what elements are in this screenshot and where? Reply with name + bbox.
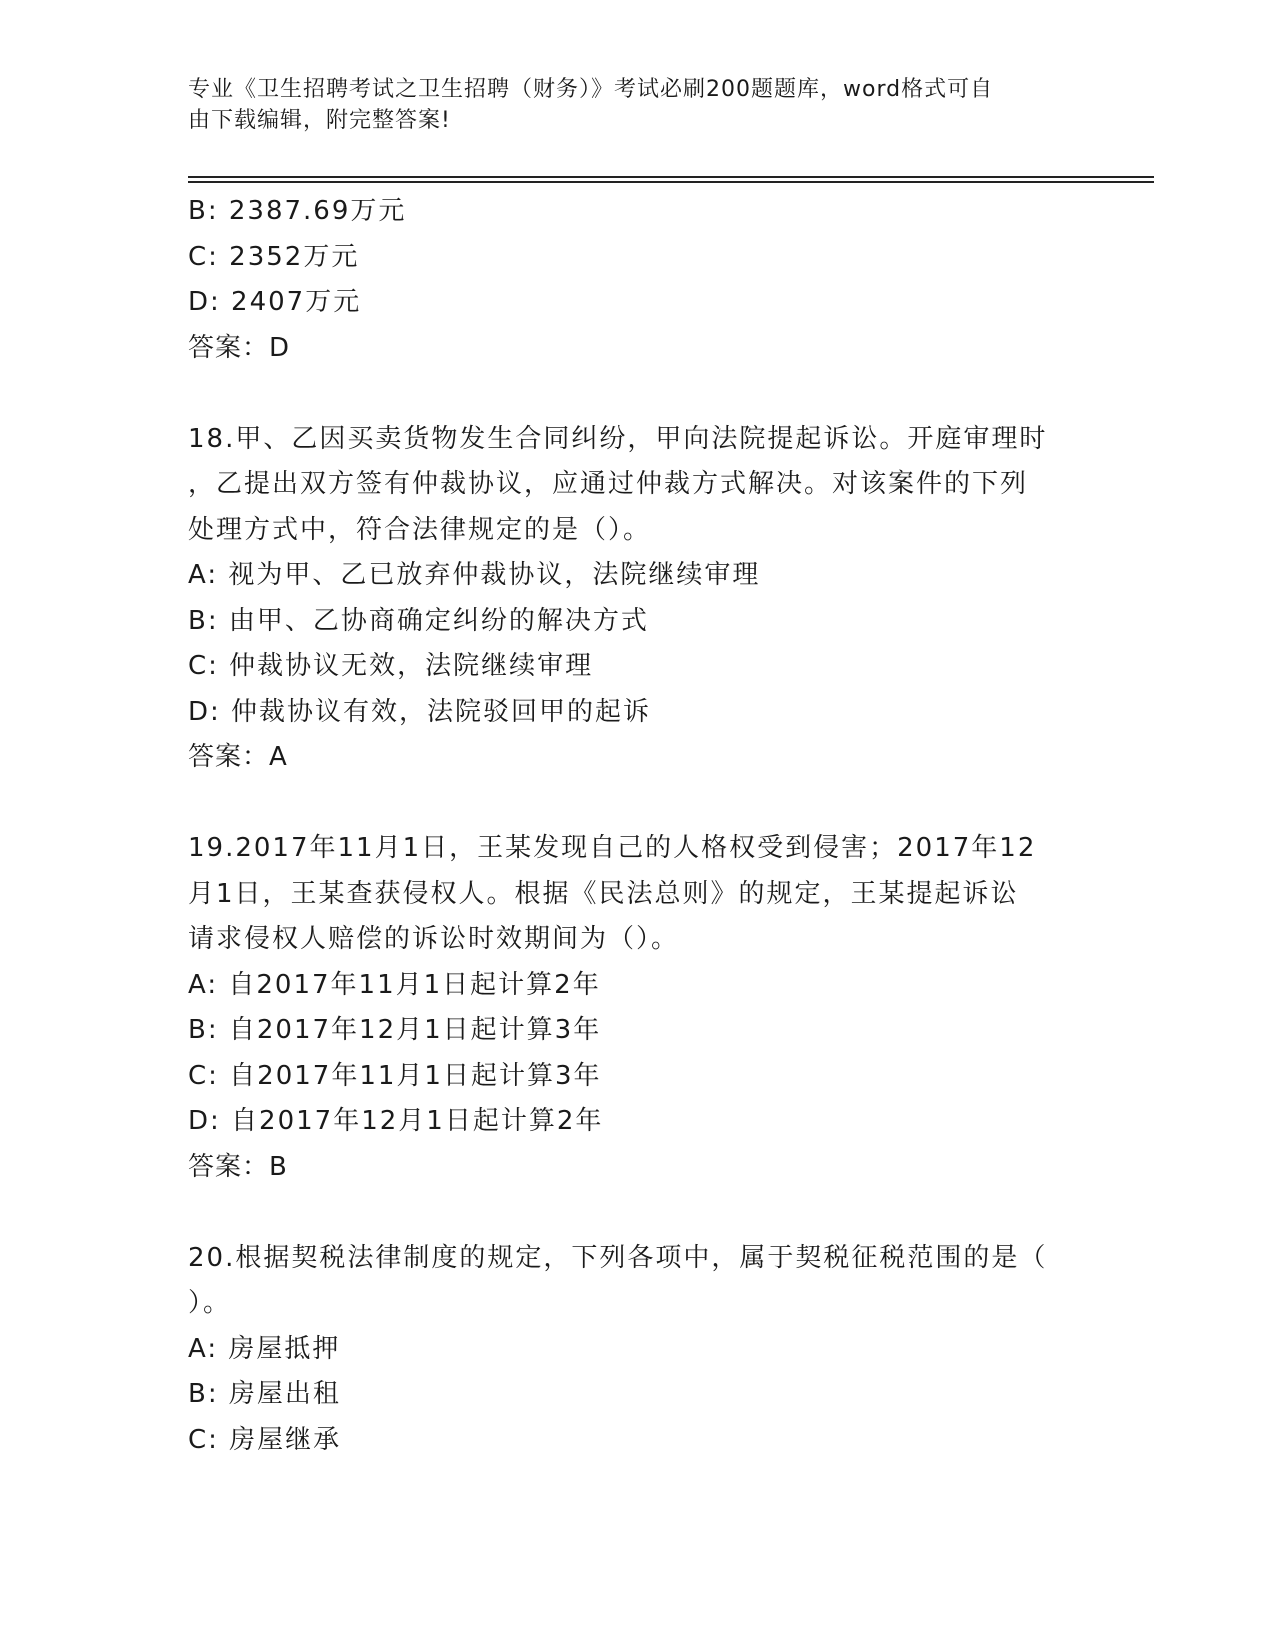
question-stem-line-2: ）。 xyxy=(188,1288,232,1318)
option-d: D: 自2017年12月1日起计算2年 xyxy=(188,1106,604,1136)
option-b: B: 2387.69万元 xyxy=(188,196,407,226)
option-a: A: 视为甲、乙已放弃仲裁协议，法院继续审理 xyxy=(188,560,761,590)
header-divider-bottom xyxy=(188,181,1154,183)
option-a: A: 自2017年11月1日起计算2年 xyxy=(188,969,601,1000)
question-stem-line-3: 请求侵权人赔偿的诉讼时效期间为（）。 xyxy=(188,924,680,954)
question-17-tail xyxy=(188,189,1088,371)
option-c: C: 房屋继承 xyxy=(188,1424,342,1455)
header-line-1: 专业《卫生招聘考试之卫生招聘（财务）》考试必刷200题题库，word格式可自 xyxy=(188,77,994,102)
option-d: D: 2407万元 xyxy=(188,287,362,317)
option-c: C: 2352万元 xyxy=(188,241,360,272)
question-19 xyxy=(188,826,1088,1190)
spacer xyxy=(188,1190,1088,1236)
header-line-2: 由下载编辑，附完整答案! xyxy=(188,108,451,133)
spacer xyxy=(188,371,1088,417)
question-18 xyxy=(188,417,1088,781)
answer: 答案：A xyxy=(188,742,288,772)
option-c: C: 仲裁协议无效，法院继续审理 xyxy=(188,651,594,681)
question-list xyxy=(188,189,1088,1463)
question-stem-line-3: 处理方式中，符合法律规定的是（）。 xyxy=(188,514,652,545)
option-b: B: 由甲、乙协商确定纠纷的解决方式 xyxy=(188,605,649,636)
document-header xyxy=(188,74,1068,136)
question-stem-line-1: 18.甲、乙因买卖货物发生合同纠纷，甲向法院提起诉讼。开庭审理时 xyxy=(188,423,1048,454)
question-20 xyxy=(188,1236,1088,1464)
option-a: A: 房屋抵押 xyxy=(188,1333,341,1364)
answer: 答案：B xyxy=(188,1151,288,1182)
question-stem-line-1: 19.2017年11月1日，王某发现自己的人格权受到侵害；2017年12 xyxy=(188,833,1037,863)
option-d: D: 仲裁协议有效，法院驳回甲的起诉 xyxy=(188,696,652,727)
option-c: C: 自2017年11月1日起计算3年 xyxy=(188,1060,602,1091)
question-stem-line-2: ，乙提出双方签有仲裁协议，应通过仲裁方式解决。对该案件的下列 xyxy=(188,469,1029,499)
option-b: B: 房屋出租 xyxy=(188,1379,341,1409)
option-b: B: 自2017年12月1日起计算3年 xyxy=(188,1015,602,1045)
answer: 答案：D xyxy=(188,332,291,363)
question-stem-line-2: 月1日，王某查获侵权人。根据《民法总则》的规定，王某提起诉讼 xyxy=(188,878,1019,909)
question-stem-line-1: 20.根据契税法律制度的规定，下列各项中，属于契税征税范围的是（ xyxy=(188,1242,1048,1273)
spacer xyxy=(188,781,1088,827)
header-divider-top xyxy=(188,176,1154,178)
